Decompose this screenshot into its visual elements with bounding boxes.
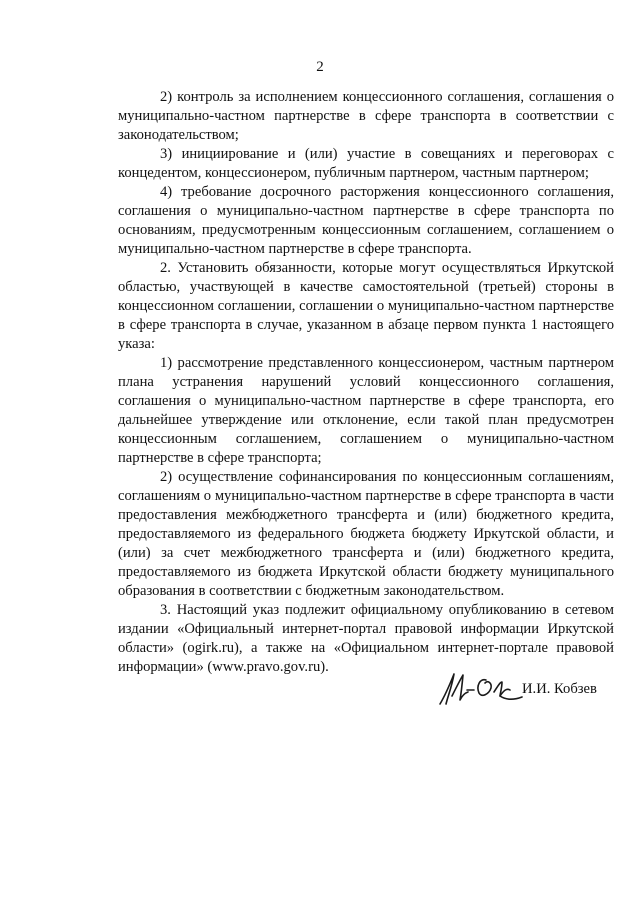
paragraph-item-3-participation: 3) инициирование и (или) участие в совещаниях и переговорах с концедентом, концессионером, публичным партнером, частным партнером; [118,146,614,181]
paragraph-clause-2-obligations: 2. Установить обязанности, которые могут осуществляться Иркутской областью, участвующей в качестве самостоятельной (третьей) стороны в концессионном соглашении, соглашении о муниципально-частном партнерстве в сфере транспорта в случае, указанном в абзаце первом пункта 1 настоящего указа: [118,260,614,352]
document-body [118,88,614,677]
page-number: 2 [316,59,324,75]
signer-name: И.И. Кобзев [522,681,597,697]
signature-block [430,666,630,716]
handwritten-signature [434,666,524,710]
paragraph-obligation-2-cofinancing: 2) осуществление софинансирования по концессионным соглашениям, соглашениям о муниципально-частном партнерстве в сфере транспорта в части предоставления межбюджетного трансферта и (или) бюджетного кредита, предоставляемого из федерального бюджета бюджету Иркутской области, и (или) за счет межбюджетного трансферта и (или) бюджетного кредита, предоставляемого из бюджета Иркутской области бюджету муниципального образования в соответствии с бюджетным законодательством. [118,469,614,599]
paragraph-clause-3-publication: 3. Настоящий указ подлежит официальному опубликованию в сетевом издании «Официальный интернет-портал правовой информации Иркутской области» (ogirk.ru), а также на «Официальном интернет-портале правовой информации» (www.pravo.gov.ru). [118,602,614,675]
paragraph-item-4-termination: 4) требование досрочного расторжения концессионного соглашения, соглашения о муниципально-частном партнерстве в сфере транспорта по основаниям, предусмотренным концессионным соглашением, соглашением о муниципально-частном партнерстве в сфере транспорта. [118,184,614,257]
paragraph-item-2-control: 2) контроль за исполнением концессионного соглашения, соглашения о муниципально-частном партнерстве в сфере транспорта в соответствии с законодательством; [118,89,614,143]
paragraph-obligation-1-review: 1) рассмотрение представленного концессионером, частным партнером плана устранения нарушений условий концессионного соглашения, соглашения о муниципально-частном партнерстве в сфере транспорта, его дальнейшее утверждение или отклонение, если такой план предусмотрен концессионным соглашением, соглашением о муниципально-частном партнерстве в сфере транспорта; [118,355,614,466]
